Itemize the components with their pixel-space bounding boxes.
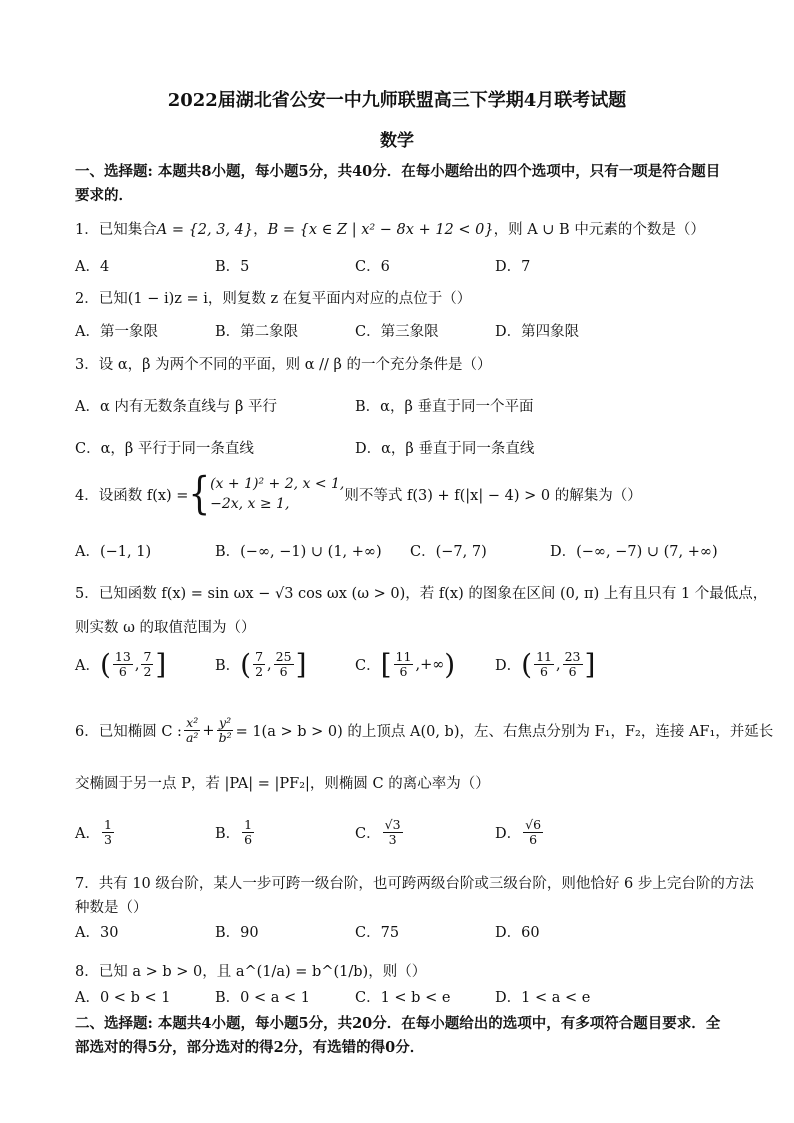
numerator: 25: [275, 649, 292, 664]
q5-option-d-upper: [563, 650, 583, 679]
question-7-line-1: 7．共有 10 级台阶，某人一步可跨一级台阶，也可跨两级台阶或三级台阶，则他恰好 6 步上完台阶的方法: [75, 876, 754, 892]
denominator: 2: [255, 664, 264, 679]
q6-option-a-frac: [102, 818, 114, 847]
q6-option-a: [75, 818, 116, 847]
q6-option-b-label: B．: [215, 826, 241, 842]
denominator: 6: [399, 664, 408, 679]
q5-option-b-right-bracket: ]: [295, 647, 307, 681]
q3-option-b: B．α，β 垂直于同一个平面: [355, 399, 534, 415]
question-3: 3．设 α，β 为两个不同的平面，则 α // β 的一个充分条件是（）: [75, 357, 492, 373]
q1-option-a: A．4: [75, 259, 110, 275]
q5-option-a: A． ( $\frac{13}{6}$ , $\frac{7}{2}$ ]: [75, 647, 167, 681]
section1-heading: 一、选择题: 本题共8小题，每小题5分，共40分．在每小题给出的四个选项中，只有一项是符合题目要求的．: [75, 163, 721, 204]
q5-option-b-left-bracket: (: [240, 647, 252, 681]
q5-option-a-label: A．: [75, 658, 100, 674]
exam-subject: 数学: [380, 131, 414, 151]
q7-option-a: A．30: [75, 925, 119, 941]
numerator: 13: [114, 649, 131, 664]
q1-option-d: D．7: [495, 259, 531, 275]
question-4: [75, 468, 642, 520]
denominator: 2: [143, 664, 152, 679]
q2-option-a: A．第一象限: [75, 324, 158, 340]
q6-option-c-label: C．: [355, 826, 381, 842]
question-7-line-2: 种数是（）: [75, 900, 148, 916]
q6-option-b-frac: [242, 818, 254, 847]
q5-option-c: C． [ $\frac{11}{6}$ , +∞ ): [355, 647, 456, 681]
q8-option-c: C．1 < b < e: [355, 990, 451, 1006]
q7-option-d: D．60: [495, 925, 540, 941]
numerator: 7: [143, 649, 152, 664]
question-5-line-1: 5．已知函数 f(x) = sin ωx − √3 cos ωx (ω > 0)，若 f(x) 的图象在区间 (0, π) 上有且只有 1 个最低点，: [75, 586, 768, 602]
denominator: 6: [118, 664, 127, 679]
q3-option-c: C．α，β 平行于同一条直线: [75, 441, 254, 457]
q6-pre: 6．已知椭圆 C :: [75, 724, 182, 740]
section2-heading: 二、选择题: 本题共4小题，每小题5分，共20分．在每小题给出的选项中，有多项符合题目要求．全部选对的得5分，部分选对的得2分，有选错的得0分．: [75, 1015, 721, 1056]
q6-frac-x: $\frac{\text{x²}}{\text{a²}}$: [185, 715, 199, 745]
numerator: 23: [564, 649, 581, 664]
q6-option-d: [495, 818, 545, 847]
q7-option-c: C．75: [355, 925, 400, 941]
q3-option-a: A．α 内有无数条直线与 β 平行: [75, 399, 277, 415]
q4-option-c: C．(−7, 7): [410, 544, 487, 560]
denominator: 3: [103, 832, 112, 847]
q1-set-b: B = {x ∈ Z | x² − 8x + 12 < 0}: [267, 222, 494, 238]
q3-option-d: D．α，β 垂直于同一条直线: [355, 441, 535, 457]
denominator: 6: [568, 664, 577, 679]
q1-option-c: C．6: [355, 259, 390, 275]
q5-option-d-lower: [534, 650, 554, 679]
q4-pre: 4．设函数 f(x) =: [75, 487, 189, 504]
q4-option-a: A．(−1, 1): [75, 544, 152, 560]
q6-option-a-label: A．: [75, 826, 100, 842]
question-1: 1．已知集合A = {2, 3, 4}，B = {x ∈ Z | x² − 8x + 12 < 0}，则 A ∪ B 中元素的个数是（）: [75, 222, 705, 238]
q8-option-d: D．1 < a < e: [495, 990, 591, 1006]
question-6-line-2: 交椭圆于另一点 P，若 |PA| = |PF₂|，则椭圆 C 的离心率为（）: [75, 776, 490, 792]
q7-option-b: B．90: [215, 925, 259, 941]
q8-option-a: A．0 < b < 1: [75, 990, 171, 1006]
question-8: 8．已知 a > b > 0，且 a^(1/a) = b^(1/b)，则（）: [75, 964, 427, 980]
numerator: 11: [536, 649, 552, 664]
q5-option-a-right-bracket: ]: [155, 647, 167, 681]
q5-option-c-lower: [394, 650, 414, 679]
q4-post: 则不等式 f(3) + f(|x| − 4) > 0 的解集为（）: [344, 487, 642, 504]
q4-option-b: B．(−∞, −1) ∪ (1, +∞): [215, 544, 382, 560]
q2-option-b: B．第二象限: [215, 324, 299, 340]
q8-option-b: B．0 < a < 1: [215, 990, 310, 1006]
q5-option-d-left-bracket: (: [521, 647, 533, 681]
q6-option-d-frac: [523, 818, 543, 847]
q1-set-a: A = {2, 3, 4}: [156, 222, 254, 238]
denominator: 6: [244, 832, 253, 847]
q5-option-c-left-bracket: [: [380, 647, 392, 681]
numerator: 11: [395, 649, 412, 664]
q6-eq-tail: = 1(a > b > 0) 的上顶点 A(0, b)，左、右焦点分别为 F₁，F₂，连接 AF₁，并延长: [235, 724, 774, 740]
numerator: √6: [525, 817, 542, 832]
q6-frac-y: $\frac{\text{y²}}{\text{b²}}$: [218, 715, 232, 745]
denominator: 6: [540, 664, 548, 679]
denominator: 3: [388, 832, 397, 847]
q5-option-a-left-bracket: (: [99, 647, 111, 681]
q4-case-2: −2x, x ≥ 1,: [210, 496, 290, 512]
q5-option-c-upper: +∞: [420, 656, 445, 673]
q4-piecewise: [210, 474, 344, 514]
q5-option-b-label: B．: [215, 658, 241, 674]
q5-option-c-label: C．: [355, 658, 381, 674]
q1-option-b: B．5: [215, 259, 250, 275]
question-5-line-2: 则实数 ω 的取值范围为（）: [75, 620, 256, 636]
q5-option-d-label: D．: [495, 658, 522, 674]
q5-option-d: D． ( $\frac{11}{6}$ , $\frac{23}{6}$ ]: [495, 647, 596, 681]
q5-option-a-upper: [141, 650, 153, 679]
denominator: 6: [279, 664, 288, 679]
q2-option-d: D．第四象限: [495, 324, 580, 340]
q1-post: ，则 A ∪ B 中元素的个数是（）: [493, 222, 705, 238]
exam-title: 2022届湖北省公安一中九师联盟高三下学期4月联考试题: [167, 90, 627, 111]
q5-option-c-right-bracket: ): [444, 647, 456, 681]
q6-option-b: [215, 818, 256, 847]
q6-option-d-label: D．: [495, 826, 522, 842]
q5-option-d-right-bracket: ]: [584, 647, 596, 681]
q2-option-c: C．第三象限: [355, 324, 439, 340]
q5-option-b-lower: [253, 650, 265, 679]
left-brace-icon: {: [188, 468, 211, 520]
q4-case-1: (x + 1)² + 2, x < 1,: [210, 476, 345, 492]
q1-pre: 1．已知集合: [75, 222, 157, 238]
question-6-line-1: 6．已知椭圆 C : $\frac{\text{x²}}{\text{a²}}$ + $\frac{\text{y²}}{\text{b²}}$ = 1(a > b > 0) 的上顶点 A(0, b)，左、右焦点分别为 F₁，F₂，连接 AF₁，并延长: [75, 715, 774, 745]
q6-option-c-frac: [383, 818, 403, 847]
numerator: 1: [244, 817, 253, 832]
denominator: 6: [529, 832, 538, 847]
q5-option-a-lower: [113, 650, 133, 679]
q5-option-b: B． ( $\frac{7}{2}$ , $\frac{25}{6}$ ]: [215, 647, 307, 681]
numerator: √3: [384, 817, 401, 832]
q6-option-c: [355, 818, 405, 847]
q5-option-b-upper: [274, 650, 294, 679]
q4-option-d: D．(−∞, −7) ∪ (7, +∞): [550, 544, 718, 560]
question-2: 2．已知(1 − i)z = i，则复数 z 在复平面内对应的点位于（）: [75, 291, 472, 307]
numerator: 1: [103, 817, 112, 832]
numerator: 7: [255, 649, 264, 664]
